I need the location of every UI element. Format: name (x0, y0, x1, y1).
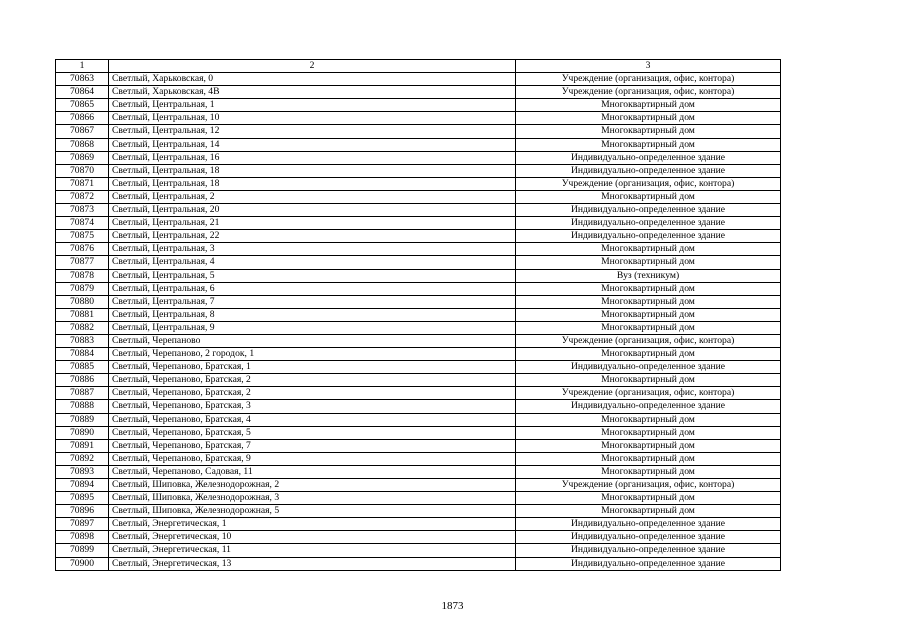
building-type-cell: Многоквартирный дом (516, 374, 781, 387)
table-row (56, 190, 781, 203)
row-number-cell: 70898 (56, 531, 109, 544)
row-number-cell: 70900 (56, 557, 109, 570)
building-type-cell: Учреждение (организация, офис, контора) (516, 73, 781, 86)
table-row (56, 256, 781, 269)
header-cell-2: 2 (109, 60, 516, 73)
address-cell: Светлый, Энергетическая, 11 (109, 544, 516, 557)
header-cell-1: 1 (56, 60, 109, 73)
address-cell: Светлый, Харьковская, 0 (109, 73, 516, 86)
row-number-cell: 70867 (56, 125, 109, 138)
address-cell: Светлый, Центральная, 1 (109, 99, 516, 112)
table-row (56, 308, 781, 321)
address-cell: Светлый, Черепаново, Братская, 5 (109, 426, 516, 439)
address-cell: Светлый, Центральная, 21 (109, 217, 516, 230)
building-type-cell: Индивидуально-определенное здание (516, 361, 781, 374)
table-row (56, 151, 781, 164)
address-cell: Светлый, Центральная, 14 (109, 138, 516, 151)
row-number-cell: 70880 (56, 295, 109, 308)
building-type-cell: Многоквартирный дом (516, 321, 781, 334)
table-row (56, 492, 781, 505)
table-row (56, 125, 781, 138)
address-cell: Светлый, Черепаново, Садовая, 11 (109, 465, 516, 478)
building-type-cell: Индивидуально-определенное здание (516, 544, 781, 557)
row-number-cell: 70897 (56, 518, 109, 531)
table-row (56, 295, 781, 308)
row-number-cell: 70894 (56, 479, 109, 492)
table-row (56, 204, 781, 217)
building-type-cell: Многоквартирный дом (516, 465, 781, 478)
table-row (56, 439, 781, 452)
address-cell: Светлый, Центральная, 10 (109, 112, 516, 125)
address-cell: Светлый, Центральная, 3 (109, 243, 516, 256)
address-cell: Светлый, Шиповка, Железнодорожная, 5 (109, 505, 516, 518)
building-type-cell: Учреждение (организация, офис, контора) (516, 334, 781, 347)
row-number-cell: 70886 (56, 374, 109, 387)
table-row (56, 99, 781, 112)
table-row (56, 361, 781, 374)
row-number-cell: 70896 (56, 505, 109, 518)
row-number-cell: 70899 (56, 544, 109, 557)
table-row (56, 518, 781, 531)
table-row (56, 230, 781, 243)
table-row (56, 413, 781, 426)
table-row (56, 164, 781, 177)
building-type-cell: Многоквартирный дом (516, 439, 781, 452)
building-type-cell: Индивидуально-определенное здание (516, 400, 781, 413)
building-type-cell: Многоквартирный дом (516, 295, 781, 308)
address-cell: Светлый, Харьковская, 4В (109, 86, 516, 99)
address-cell: Светлый, Черепаново (109, 334, 516, 347)
address-cell: Светлый, Центральная, 16 (109, 151, 516, 164)
address-cell: Светлый, Энергетическая, 1 (109, 518, 516, 531)
address-cell: Светлый, Энергетическая, 13 (109, 557, 516, 570)
address-cell: Светлый, Энергетическая, 10 (109, 531, 516, 544)
row-number-cell: 70869 (56, 151, 109, 164)
building-type-cell: Многоквартирный дом (516, 505, 781, 518)
row-number-cell: 70893 (56, 465, 109, 478)
building-type-cell: Многоквартирный дом (516, 348, 781, 361)
building-type-cell: Многоквартирный дом (516, 308, 781, 321)
address-cell: Светлый, Черепаново, Братская, 2 (109, 387, 516, 400)
row-number-cell: 70870 (56, 164, 109, 177)
row-number-cell: 70875 (56, 230, 109, 243)
building-type-cell: Многоквартирный дом (516, 190, 781, 203)
building-type-cell: Многоквартирный дом (516, 256, 781, 269)
row-number-cell: 70892 (56, 452, 109, 465)
row-number-cell: 70874 (56, 217, 109, 230)
building-type-cell: Индивидуально-определенное здание (516, 204, 781, 217)
address-cell: Светлый, Черепаново, Братская, 1 (109, 361, 516, 374)
table-row (56, 112, 781, 125)
table-row (56, 243, 781, 256)
address-cell: Светлый, Черепаново, Братская, 2 (109, 374, 516, 387)
row-number-cell: 70883 (56, 334, 109, 347)
table-row (56, 321, 781, 334)
building-type-cell: Многоквартирный дом (516, 413, 781, 426)
page-number: 1873 (441, 600, 464, 612)
table-row (56, 269, 781, 282)
table-row (56, 138, 781, 151)
building-type-cell: Вуз (техникум) (516, 269, 781, 282)
row-number-cell: 70876 (56, 243, 109, 256)
row-number-cell: 70889 (56, 413, 109, 426)
building-type-cell: Многоквартирный дом (516, 112, 781, 125)
building-type-cell: Многоквартирный дом (516, 452, 781, 465)
table-row (56, 531, 781, 544)
row-number-cell: 70885 (56, 361, 109, 374)
row-number-cell: 70888 (56, 400, 109, 413)
building-type-cell: Учреждение (организация, офис, контора) (516, 479, 781, 492)
building-type-cell: Индивидуально-определенное здание (516, 518, 781, 531)
building-type-cell: Учреждение (организация, офис, контора) (516, 387, 781, 400)
row-number-cell: 70868 (56, 138, 109, 151)
table-row (56, 387, 781, 400)
building-type-cell: Многоквартирный дом (516, 282, 781, 295)
table-row (56, 177, 781, 190)
address-cell: Светлый, Центральная, 20 (109, 204, 516, 217)
row-number-cell: 70881 (56, 308, 109, 321)
table-row (56, 374, 781, 387)
table-row (56, 426, 781, 439)
building-type-cell: Индивидуально-определенное здание (516, 217, 781, 230)
address-cell: Светлый, Центральная, 18 (109, 164, 516, 177)
table-row (56, 73, 781, 86)
row-number-cell: 70872 (56, 190, 109, 203)
table-row (56, 452, 781, 465)
table-row (56, 479, 781, 492)
table-row (56, 334, 781, 347)
table-row (56, 86, 781, 99)
building-type-cell: Индивидуально-определенное здание (516, 230, 781, 243)
address-cell: Светлый, Центральная, 12 (109, 125, 516, 138)
address-cell: Светлый, Центральная, 7 (109, 295, 516, 308)
address-cell: Светлый, Центральная, 4 (109, 256, 516, 269)
building-type-cell: Многоквартирный дом (516, 426, 781, 439)
table-row (56, 217, 781, 230)
table-body (56, 60, 781, 571)
row-number-cell: 70884 (56, 348, 109, 361)
address-cell: Светлый, Центральная, 9 (109, 321, 516, 334)
address-cell: Светлый, Центральная, 2 (109, 190, 516, 203)
row-number-cell: 70890 (56, 426, 109, 439)
building-type-cell: Учреждение (организация, офис, контора) (516, 86, 781, 99)
address-cell: Светлый, Центральная, 5 (109, 269, 516, 282)
table-row (56, 348, 781, 361)
address-cell: Светлый, Шиповка, Железнодорожная, 2 (109, 479, 516, 492)
building-type-cell: Индивидуально-определенное здание (516, 164, 781, 177)
address-cell: Светлый, Центральная, 18 (109, 177, 516, 190)
row-number-cell: 70871 (56, 177, 109, 190)
row-number-cell: 70865 (56, 99, 109, 112)
row-number-cell: 70887 (56, 387, 109, 400)
table-row (56, 557, 781, 570)
building-type-cell: Многоквартирный дом (516, 125, 781, 138)
building-type-cell: Многоквартирный дом (516, 138, 781, 151)
building-type-cell: Учреждение (организация, офис, контора) (516, 177, 781, 190)
row-number-cell: 70895 (56, 492, 109, 505)
row-number-cell: 70877 (56, 256, 109, 269)
row-number-cell: 70873 (56, 204, 109, 217)
row-number-cell: 70863 (56, 73, 109, 86)
address-cell: Светлый, Центральная, 6 (109, 282, 516, 295)
building-type-cell: Индивидуально-определенное здание (516, 557, 781, 570)
building-type-cell: Индивидуально-определенное здание (516, 151, 781, 164)
address-cell: Светлый, Черепаново, 2 городок, 1 (109, 348, 516, 361)
building-type-cell: Многоквартирный дом (516, 99, 781, 112)
row-number-cell: 70864 (56, 86, 109, 99)
row-number-cell: 70866 (56, 112, 109, 125)
building-type-cell: Многоквартирный дом (516, 243, 781, 256)
address-cell: Светлый, Черепаново, Братская, 4 (109, 413, 516, 426)
table-row (56, 465, 781, 478)
table-row (56, 400, 781, 413)
header-cell-3: 3 (516, 60, 781, 73)
table-header-row (56, 60, 781, 73)
row-number-cell: 70882 (56, 321, 109, 334)
row-number-cell: 70878 (56, 269, 109, 282)
address-cell: Светлый, Центральная, 22 (109, 230, 516, 243)
row-number-cell: 70891 (56, 439, 109, 452)
address-cell: Светлый, Шиповка, Железнодорожная, 3 (109, 492, 516, 505)
table-row (56, 505, 781, 518)
row-number-cell: 70879 (56, 282, 109, 295)
building-type-cell: Многоквартирный дом (516, 492, 781, 505)
address-cell: Светлый, Центральная, 8 (109, 308, 516, 321)
address-cell: Светлый, Черепаново, Братская, 3 (109, 400, 516, 413)
table-row (56, 544, 781, 557)
building-type-cell: Индивидуально-определенное здание (516, 531, 781, 544)
address-table (55, 59, 781, 571)
address-cell: Светлый, Черепаново, Братская, 7 (109, 439, 516, 452)
address-cell: Светлый, Черепаново, Братская, 9 (109, 452, 516, 465)
table-row (56, 282, 781, 295)
